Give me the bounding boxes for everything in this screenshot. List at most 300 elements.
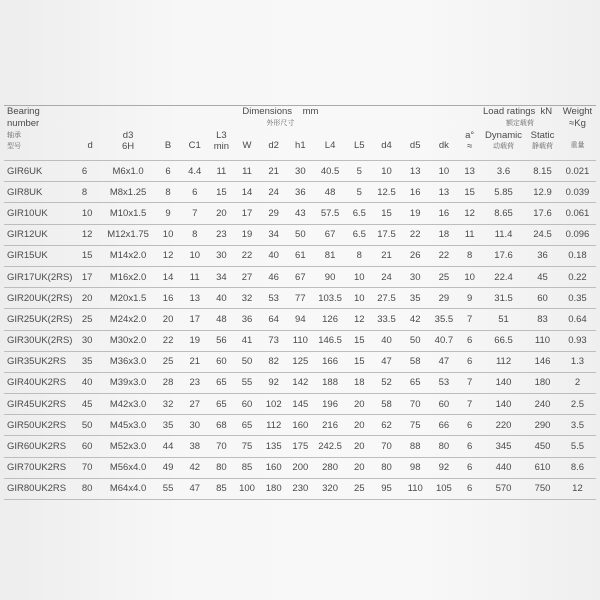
table-cell: 6.5 — [346, 224, 372, 245]
table-cell: 35 — [156, 415, 181, 436]
table-cell: 0.061 — [559, 203, 596, 224]
table-cell: 60 — [526, 288, 559, 309]
table-cell: 48 — [314, 182, 347, 203]
table-cell: 11 — [458, 224, 481, 245]
col-header-d3: d3 6H — [122, 130, 135, 152]
table-cell: M56x4.0 — [100, 457, 155, 478]
load-ratings-unit: kN — [540, 106, 553, 117]
table-cell: 22.4 — [481, 266, 526, 287]
weight-label: Weight — [559, 106, 596, 119]
table-cell: 8.65 — [481, 203, 526, 224]
table-cell: 19 — [234, 224, 261, 245]
table-cell: 75 — [401, 415, 430, 436]
table-cell: 30 — [287, 161, 314, 182]
table-cell: 110 — [526, 330, 559, 351]
table-cell: 110 — [401, 478, 430, 499]
table-cell: 20 — [209, 203, 234, 224]
table-cell: 6 — [458, 457, 481, 478]
table-row — [4, 394, 596, 415]
table-cell: 58 — [372, 394, 401, 415]
table-cell: 6 — [458, 351, 481, 372]
table-cell: 11 — [180, 266, 209, 287]
table-cell: 145 — [287, 394, 314, 415]
table-cell: 57.5 — [314, 203, 347, 224]
table-cell: 450 — [526, 436, 559, 457]
table-cell: 10 — [346, 288, 372, 309]
table-cell: 70 — [401, 394, 430, 415]
table-cell: 610 — [526, 457, 559, 478]
table-cell: 81 — [314, 245, 347, 266]
table-cell: 15 — [346, 330, 372, 351]
table-cell: 52 — [372, 372, 401, 393]
table-cell: 0.096 — [559, 224, 596, 245]
weight-cn-label: 重量 — [570, 141, 585, 149]
table-row — [4, 351, 596, 372]
table-cell: 17.5 — [372, 224, 401, 245]
table-row — [4, 245, 596, 266]
table-cell: 17.6 — [526, 203, 559, 224]
table-cell: 10 — [346, 266, 372, 287]
table-cell: 180 — [260, 478, 287, 499]
table-cell: 125 — [287, 351, 314, 372]
table-cell: 230 — [287, 478, 314, 499]
table-cell: 180 — [526, 372, 559, 393]
table-cell: 10 — [458, 266, 481, 287]
table-cell: 15 — [346, 351, 372, 372]
table-cell: 110 — [287, 330, 314, 351]
table-cell: 22 — [401, 224, 430, 245]
table-cell: 140 — [481, 394, 526, 415]
table-cell: M14x2.0 — [100, 245, 155, 266]
table-cell: 22 — [156, 330, 181, 351]
table-row — [4, 415, 596, 436]
table-cell: 25 — [430, 266, 459, 287]
table-cell: 200 — [287, 457, 314, 478]
table-cell: 90 — [314, 266, 347, 287]
table-cell: 45 — [526, 266, 559, 287]
table-cell: 55 — [234, 372, 261, 393]
table-cell: 23 — [209, 224, 234, 245]
dimensions-unit: mm — [302, 106, 319, 117]
table-cell: 19 — [180, 330, 209, 351]
table-cell: 10 — [430, 161, 459, 182]
table-cell: 33.5 — [372, 309, 401, 330]
table-cell: 47 — [372, 351, 401, 372]
table-cell: 70 — [372, 436, 401, 457]
table-cell: 15 — [80, 245, 101, 266]
table-row — [4, 372, 596, 393]
table-cell: 22 — [234, 245, 261, 266]
table-cell: 60 — [430, 394, 459, 415]
table-cell: 73 — [260, 330, 287, 351]
table-cell: 83 — [526, 309, 559, 330]
bearing-model-cell: GIR30UK(2RS) — [4, 330, 80, 351]
table-cell: 0.93 — [559, 330, 596, 351]
table-cell: 58 — [401, 351, 430, 372]
table-cell: 30 — [180, 415, 209, 436]
table-cell: 140 — [481, 372, 526, 393]
table-cell: 40 — [372, 330, 401, 351]
table-cell: 440 — [481, 457, 526, 478]
bearing-model-cell: GIR25UK(2RS) — [4, 309, 80, 330]
table-row — [4, 161, 596, 182]
table-cell: 175 — [287, 436, 314, 457]
col-header-l3: L3 min — [213, 130, 230, 152]
table-cell: M12x1.75 — [100, 224, 155, 245]
table-cell: 13 — [430, 182, 459, 203]
table-cell: 750 — [526, 478, 559, 499]
table-cell: 28 — [156, 372, 181, 393]
table-cell: 290 — [526, 415, 559, 436]
bearing-number-label-1: Bearing — [4, 106, 80, 119]
table-cell: 65 — [209, 372, 234, 393]
table-cell: 25 — [346, 478, 372, 499]
table-cell: 6 — [458, 415, 481, 436]
table-cell: 55 — [156, 478, 181, 499]
table-cell: M16x2.0 — [100, 266, 155, 287]
table-cell: 70 — [80, 457, 101, 478]
bearing-model-cell: GIR8UK — [4, 182, 80, 203]
bearing-model-cell: GIR50UK2RS — [4, 415, 80, 436]
table-cell: 25 — [80, 309, 101, 330]
table-cell: 6.5 — [346, 203, 372, 224]
table-cell: 56 — [209, 330, 234, 351]
table-cell: 35.5 — [430, 309, 459, 330]
table-cell: 45 — [80, 394, 101, 415]
table-cell: 30 — [80, 330, 101, 351]
table-cell: 88 — [401, 436, 430, 457]
table-cell: 102 — [260, 394, 287, 415]
table-cell: 13 — [458, 161, 481, 182]
table-row — [4, 436, 596, 457]
table-row — [4, 309, 596, 330]
col-header-static: Static 静载荷 — [530, 130, 555, 150]
table-cell: 5 — [346, 182, 372, 203]
table-cell: 26 — [401, 245, 430, 266]
table-cell: 7 — [458, 372, 481, 393]
table-cell: 105 — [430, 478, 459, 499]
table-cell: 142 — [287, 372, 314, 393]
table-cell: 80 — [80, 478, 101, 499]
table-cell: 15 — [458, 182, 481, 203]
table-cell: M64x4.0 — [100, 478, 155, 499]
table-cell: 64 — [260, 309, 287, 330]
table-cell: 95 — [372, 478, 401, 499]
table-cell: 51 — [481, 309, 526, 330]
col-header-d4: d4 — [381, 139, 392, 151]
table-cell: 16 — [401, 182, 430, 203]
table-body — [4, 161, 596, 500]
table-cell: M30x2.0 — [100, 330, 155, 351]
table-cell: 94 — [287, 309, 314, 330]
table-cell: 75 — [234, 436, 261, 457]
table-cell: 92 — [430, 457, 459, 478]
table-cell: 80 — [430, 436, 459, 457]
table-cell: 27.5 — [372, 288, 401, 309]
table-cell: 12 — [80, 224, 101, 245]
table-cell: 65 — [209, 394, 234, 415]
table-cell: 0.039 — [559, 182, 596, 203]
table-cell: 12.9 — [526, 182, 559, 203]
table-cell: 112 — [260, 415, 287, 436]
load-ratings-cn-label: 额定载荷 — [505, 120, 534, 127]
table-cell: 8 — [458, 245, 481, 266]
table-cell: 166 — [314, 351, 347, 372]
table-cell: 146 — [526, 351, 559, 372]
table-row — [4, 330, 596, 351]
table-cell: 17 — [80, 266, 101, 287]
col-header-l5: L5 — [354, 139, 365, 151]
table-cell: M52x3.0 — [100, 436, 155, 457]
table-cell: 0.021 — [559, 161, 596, 182]
table-cell: 40.5 — [314, 161, 347, 182]
table-cell: 85 — [209, 478, 234, 499]
table-cell: 16 — [156, 288, 181, 309]
table-cell: 20 — [346, 436, 372, 457]
table-cell: 15 — [372, 203, 401, 224]
table-cell: 20 — [346, 394, 372, 415]
table-row — [4, 224, 596, 245]
table-cell: 23 — [180, 372, 209, 393]
table-cell: 6 — [80, 161, 101, 182]
table-cell: 68 — [209, 415, 234, 436]
table-row — [4, 457, 596, 478]
table-cell: 1.3 — [559, 351, 596, 372]
table-cell: 67 — [314, 224, 347, 245]
bearing-model-cell: GIR12UK — [4, 224, 80, 245]
table-cell: 10 — [180, 245, 209, 266]
table-cell: M42x3.0 — [100, 394, 155, 415]
table-cell: 53 — [260, 288, 287, 309]
bearing-specification-table — [4, 105, 596, 500]
table-cell: 32 — [234, 288, 261, 309]
table-cell: 80 — [209, 457, 234, 478]
table-cell: 27 — [180, 394, 209, 415]
table-cell: 6 — [458, 478, 481, 499]
col-header-h1: h1 — [295, 139, 306, 151]
table-cell: 80 — [372, 457, 401, 478]
table-cell: M6x1.0 — [100, 161, 155, 182]
table-cell: 16 — [430, 203, 459, 224]
table-cell: 8 — [80, 182, 101, 203]
table-row — [4, 266, 596, 287]
table-cell: 36 — [526, 245, 559, 266]
bearing-model-cell: GIR40UK2RS — [4, 372, 80, 393]
table-row — [4, 288, 596, 309]
table-cell: 7 — [458, 309, 481, 330]
table-cell: 53 — [430, 372, 459, 393]
table-cell: 160 — [287, 415, 314, 436]
table-cell: 65 — [401, 372, 430, 393]
table-cell: 2.5 — [559, 394, 596, 415]
table-cell: 11 — [209, 161, 234, 182]
load-ratings-group-header — [481, 106, 559, 119]
table-cell: 320 — [314, 478, 347, 499]
table-cell: 13 — [401, 161, 430, 182]
table-cell: 32 — [156, 394, 181, 415]
table-cell: 11 — [234, 161, 261, 182]
table-cell: M39x3.0 — [100, 372, 155, 393]
col-header-d5: d5 — [409, 139, 421, 151]
table-cell: 6 — [156, 161, 181, 182]
table-cell: 41 — [234, 330, 261, 351]
table-cell: 25 — [156, 351, 181, 372]
dimensions-label: Dimensions — [242, 106, 293, 117]
table-row — [4, 478, 596, 499]
table-cell: 14 — [234, 182, 261, 203]
header-row-cn — [4, 118, 596, 130]
table-cell: 220 — [481, 415, 526, 436]
table-cell: 47 — [430, 351, 459, 372]
table-cell: 5 — [346, 161, 372, 182]
table-cell: 18 — [430, 224, 459, 245]
table-cell: M8x1.25 — [100, 182, 155, 203]
table-cell: 40 — [260, 245, 287, 266]
table-cell: 196 — [314, 394, 347, 415]
table-cell: 82 — [260, 351, 287, 372]
table-cell: 36 — [234, 309, 261, 330]
table-cell: 46 — [260, 266, 287, 287]
table-cell: 62 — [372, 415, 401, 436]
table-cell: 15 — [209, 182, 234, 203]
table-cell: 0.18 — [559, 245, 596, 266]
table-cell: M24x2.0 — [100, 309, 155, 330]
table-cell: 13 — [180, 288, 209, 309]
table-cell: 40 — [80, 372, 101, 393]
table-cell: 50 — [234, 351, 261, 372]
table-cell: 61 — [287, 245, 314, 266]
table-cell: 12 — [559, 478, 596, 499]
table-cell: 3.5 — [559, 415, 596, 436]
table-cell: 6 — [180, 182, 209, 203]
table-cell: 5.85 — [481, 182, 526, 203]
table-cell: 7 — [180, 203, 209, 224]
table-cell: 92 — [260, 372, 287, 393]
bearing-model-cell: GIR10UK — [4, 203, 80, 224]
table-cell: 24 — [260, 182, 287, 203]
table-cell: 4.4 — [180, 161, 209, 182]
table-cell: 126 — [314, 309, 347, 330]
col-header-l4: L4 — [324, 139, 336, 151]
table-cell: 38 — [180, 436, 209, 457]
table-row — [4, 203, 596, 224]
table-cell: 77 — [287, 288, 314, 309]
table-cell: 12 — [346, 309, 372, 330]
table-cell: 50 — [401, 330, 430, 351]
table-cell: 112 — [481, 351, 526, 372]
table-cell: 50 — [80, 415, 101, 436]
table-cell: 3.6 — [481, 161, 526, 182]
col-header-dk: dk — [438, 139, 449, 151]
dimensions-cn-label: 外形尺寸 — [266, 120, 295, 127]
table-cell: 17 — [180, 309, 209, 330]
table-cell: 17 — [234, 203, 261, 224]
table-cell: 280 — [314, 457, 347, 478]
col-header-b: B — [164, 139, 172, 151]
table-cell: 65 — [234, 415, 261, 436]
col-header-dynamic: Dynamic 动载荷 — [485, 130, 522, 150]
table-cell: 20 — [346, 457, 372, 478]
table-cell: 6 — [458, 330, 481, 351]
col-header-w: W — [242, 139, 252, 151]
table-cell: 8 — [156, 182, 181, 203]
table-cell: 27 — [234, 266, 261, 287]
table-cell: 345 — [481, 436, 526, 457]
table-row — [4, 182, 596, 203]
table-cell: 30 — [401, 266, 430, 287]
table-cell: 216 — [314, 415, 347, 436]
table-cell: 20 — [346, 415, 372, 436]
bearing-model-cell: GIR60UK2RS — [4, 436, 80, 457]
table-cell: 8 — [180, 224, 209, 245]
table-cell: M36x3.0 — [100, 351, 155, 372]
table-cell: 31.5 — [481, 288, 526, 309]
table-cell: 40 — [209, 288, 234, 309]
header-row-top — [4, 106, 596, 119]
bearing-model-cell: GIR15UK — [4, 245, 80, 266]
table-cell: 10 — [80, 203, 101, 224]
table-cell: 6 — [458, 436, 481, 457]
bearing-model-cell: GIR70UK2RS — [4, 457, 80, 478]
table-cell: 12 — [458, 203, 481, 224]
table-cell: 10 — [156, 224, 181, 245]
bearing-number-label-2: number — [7, 118, 40, 129]
table-cell: M45x3.0 — [100, 415, 155, 436]
table-cell: 9 — [156, 203, 181, 224]
table-cell: 60 — [209, 351, 234, 372]
table-cell: 29 — [430, 288, 459, 309]
load-ratings-label: Load ratings — [482, 106, 536, 117]
table-cell: 17.6 — [481, 245, 526, 266]
table-cell: 42 — [180, 457, 209, 478]
table-cell: 19 — [401, 203, 430, 224]
bearing-model-cell: GIR35UK2RS — [4, 351, 80, 372]
table-cell: 146.5 — [314, 330, 347, 351]
table-cell: 35 — [401, 288, 430, 309]
table-cell: 12 — [156, 245, 181, 266]
table-cell: 66 — [430, 415, 459, 436]
table-cell: 47 — [180, 478, 209, 499]
table-cell: M20x1.5 — [100, 288, 155, 309]
table-cell: 135 — [260, 436, 287, 457]
table-cell: 36 — [287, 182, 314, 203]
table-cell: 98 — [401, 457, 430, 478]
table-cell: 103.5 — [314, 288, 347, 309]
table-cell: 100 — [234, 478, 261, 499]
table-cell: 8 — [346, 245, 372, 266]
table-cell: 14 — [156, 266, 181, 287]
col-header-angle: a° ≈ — [465, 130, 475, 152]
table-cell: 50 — [287, 224, 314, 245]
bearing-model-cell: GIR20UK(2RS) — [4, 288, 80, 309]
table-cell: M10x1.5 — [100, 203, 155, 224]
table-cell: 20 — [80, 288, 101, 309]
table-cell: 43 — [287, 203, 314, 224]
table-cell: 42 — [401, 309, 430, 330]
table-cell: 48 — [209, 309, 234, 330]
bearing-number-cn: 轴承 型号 — [7, 132, 21, 150]
table-cell: 49 — [156, 457, 181, 478]
table-cell: 570 — [481, 478, 526, 499]
table-cell: 29 — [260, 203, 287, 224]
table-cell: 21 — [260, 161, 287, 182]
table-cell: 0.64 — [559, 309, 596, 330]
table-cell: 20 — [156, 309, 181, 330]
col-header-d2: d2 — [268, 139, 279, 151]
table-cell: 2 — [559, 372, 596, 393]
table-cell: 0.35 — [559, 288, 596, 309]
table-cell: 21 — [372, 245, 401, 266]
